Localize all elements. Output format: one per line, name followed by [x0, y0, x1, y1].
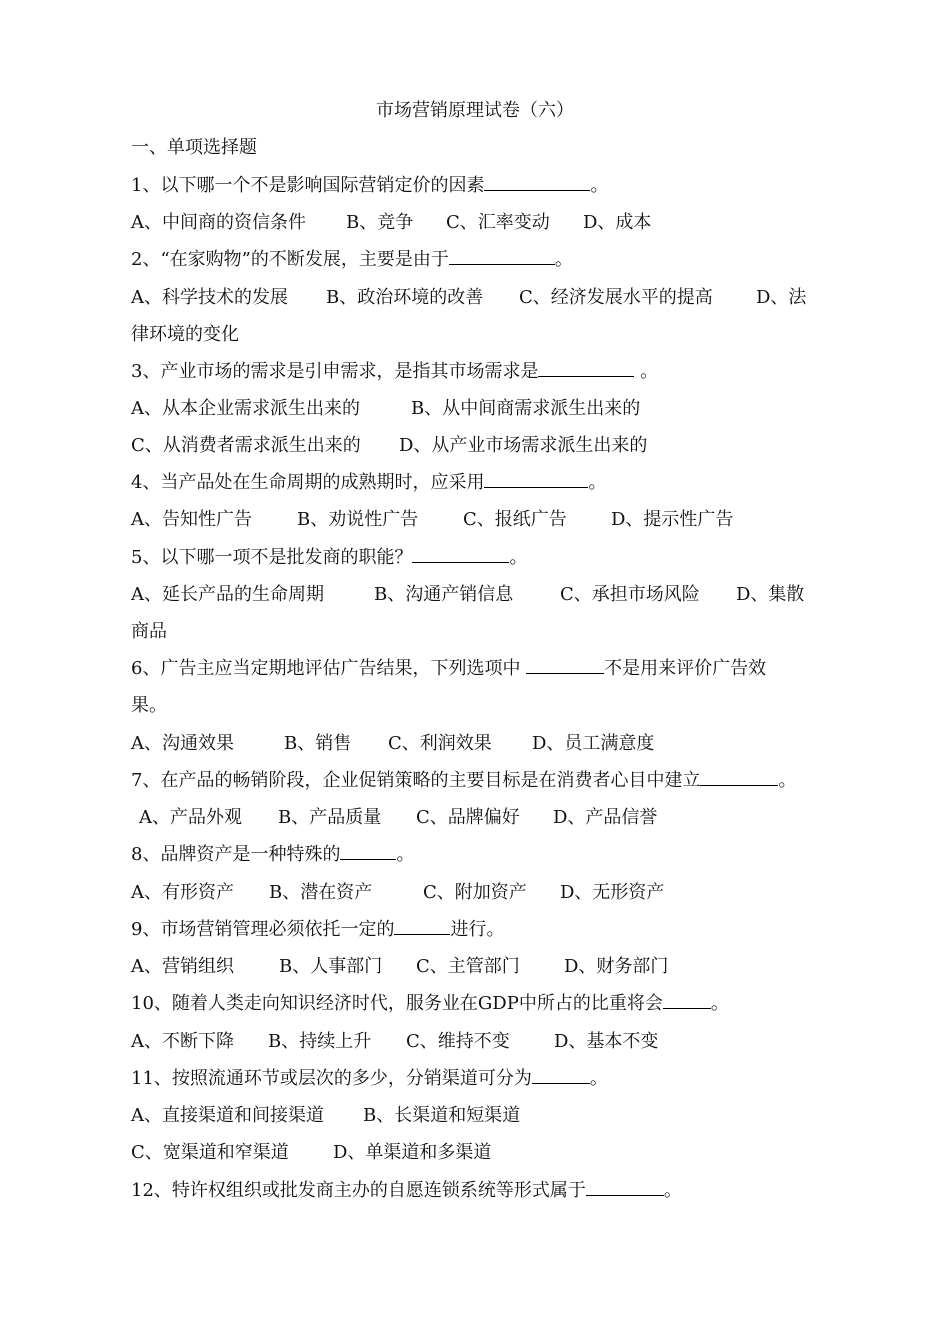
question-10 [131, 992, 810, 1016]
section-heading: 一、单项选择题 [131, 137, 257, 158]
option-a: A、告知性广告 [131, 509, 252, 530]
option-d: D、单渠道和多渠道 [333, 1142, 492, 1163]
question-8 [131, 843, 810, 867]
option-a: A、有形资产 [131, 882, 234, 903]
option-a: A、延长产品的生命周期 [131, 584, 324, 605]
option-c: C、附加资产 [423, 882, 527, 903]
question-6 [131, 657, 810, 681]
answer-blank [449, 248, 555, 265]
question-text: 9、市场营销管理必须依托一定的 [131, 919, 395, 940]
answer-blank [538, 360, 634, 377]
option-a: A、沟通效果 [131, 733, 234, 754]
option-c: C、主管部门 [416, 956, 520, 977]
option-b: B、从中间商需求派生出来的 [411, 398, 641, 419]
question-11-options-row-2 [131, 1141, 810, 1165]
question-5 [131, 546, 810, 570]
answer-blank [340, 843, 396, 860]
question-end: 。 [588, 472, 607, 493]
question-8-options [131, 881, 810, 905]
option-a: A、营销组织 [131, 956, 234, 977]
question-text: 3、产业市场的需求是引申需求，是指其市场需求是 [131, 361, 539, 382]
question-end: 不是用来评价广告效 [604, 658, 767, 679]
option-c: C、经济发展水平的提高 [519, 287, 713, 308]
question-text: 6、广告主应当定期地评估广告结果，下列选项中 [131, 658, 527, 679]
exam-title: 市场营销原理试卷（六） [376, 100, 574, 121]
question-text: 1、以下哪一个不是影响国际营销定价的因素 [131, 175, 485, 196]
option-b: B、销售 [284, 733, 352, 754]
question-11-options-row-1 [131, 1104, 810, 1128]
question-end: 进行。 [450, 919, 505, 940]
option-c: C、维持不变 [406, 1031, 510, 1052]
question-3 [131, 360, 810, 384]
answer-blank [412, 546, 509, 563]
option-a: A、科学技术的发展 [131, 287, 288, 308]
answer-blank [586, 1179, 664, 1196]
question-6-continued: 果。 [131, 695, 167, 716]
answer-blank [700, 769, 778, 786]
question-7 [131, 769, 810, 793]
question-2 [131, 248, 810, 272]
answer-blank [484, 174, 590, 191]
option-d: D、从产业市场需求派生出来的 [399, 435, 648, 456]
question-text: 5、以下哪一项不是批发商的职能？ [131, 547, 413, 568]
question-end: 。 [396, 844, 415, 865]
question-2-options-continued: 律环境的变化 [131, 324, 239, 345]
question-1 [131, 174, 810, 198]
option-b: B、人事部门 [279, 956, 383, 977]
option-c: C、报纸广告 [463, 509, 567, 530]
option-d: D、无形资产 [560, 882, 665, 903]
question-end: 。 [663, 1180, 682, 1201]
option-d: D、集散 [736, 584, 805, 605]
question-text: 4、当产品处在生命周期的成熟期时，应采用 [131, 472, 485, 493]
question-end: 。 [589, 1068, 608, 1089]
question-text: 7、在产品的畅销阶段，企业促销策略的主要目标是在消费者心目中建立 [131, 770, 701, 791]
question-9-options [131, 955, 810, 979]
question-1-options [131, 211, 810, 235]
question-end: 。 [634, 361, 659, 382]
option-c: C、承担市场风险 [560, 584, 700, 605]
question-3-options-row-2 [131, 434, 810, 458]
question-text: 2、“在家购物”的不断发展，主要是由于 [131, 249, 449, 270]
question-9 [131, 918, 810, 942]
answer-blank [394, 918, 450, 935]
answer-blank [484, 471, 588, 488]
option-a: A、从本企业需求派生出来的 [131, 398, 360, 419]
option-d: D、员工满意度 [532, 733, 655, 754]
option-d: D、产品信誉 [553, 807, 658, 828]
option-b: B、产品质量 [278, 807, 382, 828]
option-d: D、财务部门 [564, 956, 669, 977]
question-end: 。 [710, 993, 729, 1014]
question-2-options [131, 286, 810, 310]
option-b: B、政治环境的改善 [326, 287, 484, 308]
option-b: B、长渠道和短渠道 [363, 1105, 521, 1126]
question-6-options [131, 732, 810, 756]
question-end: 。 [509, 547, 528, 568]
option-c: C、宽渠道和窄渠道 [131, 1142, 289, 1163]
option-c: C、汇率变动 [446, 212, 550, 233]
question-text: 10、随着人类走向知识经济时代，服务业在GDP中所占的比重将会 [131, 993, 663, 1014]
option-a: A、直接渠道和间接渠道 [131, 1105, 324, 1126]
question-end: 。 [778, 770, 797, 791]
option-d: D、基本不变 [554, 1031, 659, 1052]
option-b: B、竞争 [346, 212, 414, 233]
option-b: B、沟通产销信息 [374, 584, 514, 605]
answer-blank [663, 992, 711, 1009]
question-end: 。 [590, 175, 609, 196]
option-d: D、法 [756, 287, 807, 308]
question-11 [131, 1067, 810, 1091]
question-end: 。 [554, 249, 573, 270]
question-3-options-row-1 [131, 397, 810, 421]
question-5-options [131, 583, 810, 607]
question-12 [131, 1179, 810, 1203]
option-a: A、中间商的资信条件 [131, 212, 306, 233]
question-text: 11、按照流通环节或层次的多少，分销渠道可分为 [131, 1068, 532, 1089]
option-a: A、不断下降 [131, 1031, 234, 1052]
option-b: B、持续上升 [268, 1031, 372, 1052]
question-text: 8、品牌资产是一种特殊的 [131, 844, 341, 865]
question-4-options [131, 508, 810, 532]
option-a: A、产品外观 [139, 807, 242, 828]
option-c: C、利润效果 [388, 733, 492, 754]
question-text: 12、特许权组织或批发商主办的自愿连锁系统等形式属于 [131, 1180, 586, 1201]
option-c: C、从消费者需求派生出来的 [131, 435, 361, 456]
question-10-options [131, 1030, 810, 1054]
answer-blank [526, 657, 604, 674]
option-d: D、成本 [583, 212, 652, 233]
question-7-options [139, 806, 810, 830]
option-d: D、提示性广告 [611, 509, 734, 530]
option-b: B、潜在资产 [269, 882, 373, 903]
question-5-options-continued: 商品 [131, 621, 167, 642]
answer-blank [532, 1067, 590, 1084]
option-b: B、劝说性广告 [297, 509, 419, 530]
question-4 [131, 471, 810, 495]
option-c: C、品牌偏好 [416, 807, 520, 828]
